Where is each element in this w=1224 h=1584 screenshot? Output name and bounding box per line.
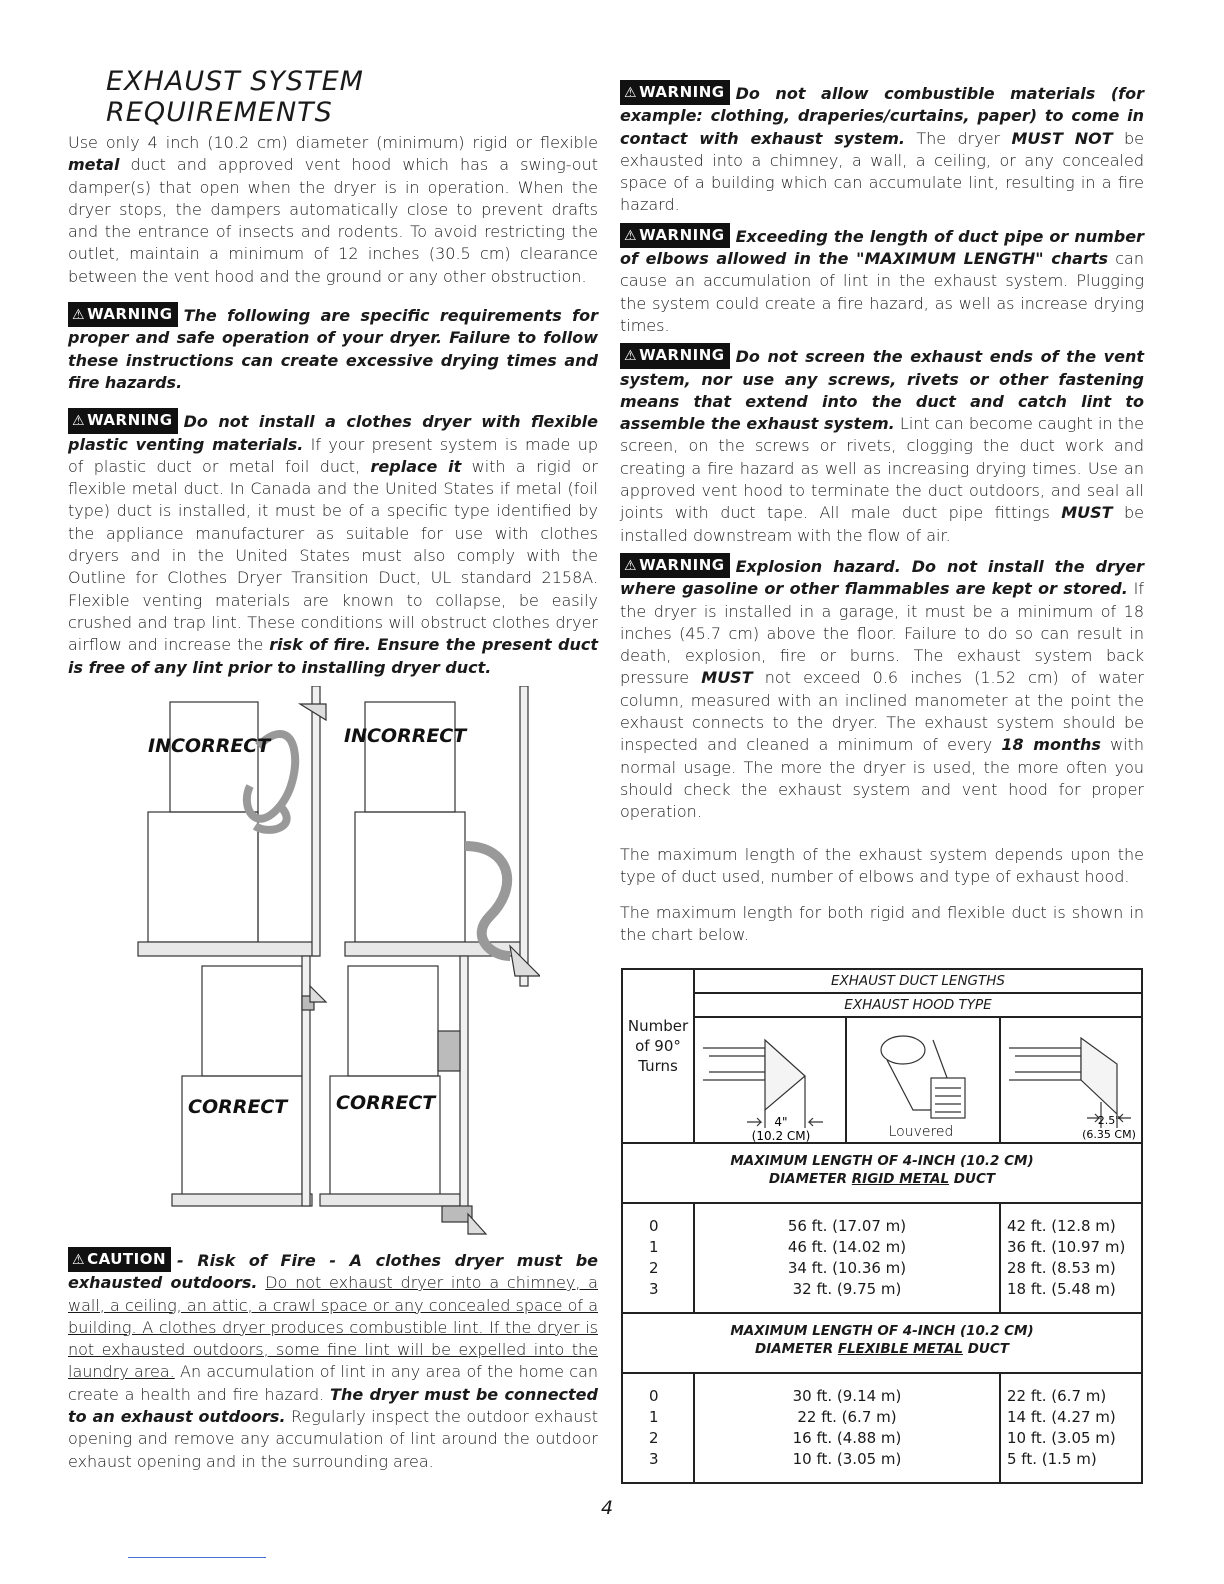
flexible-turns-column: 0 1 2 3	[622, 1373, 694, 1483]
hood-type-2	[846, 1017, 1000, 1143]
svg-text:(10.2 CM): (10.2 CM)	[751, 1129, 811, 1142]
caution-badge: ⚠ CAUTION	[68, 1247, 171, 1272]
warning-badge: ⚠ WARNING	[620, 343, 730, 368]
installation-diagrams	[130, 686, 540, 1236]
warning-triangle-icon: ⚠	[72, 413, 86, 430]
warning-paragraph-4: ⚠ WARNING Exceeding the length of duct pipe or number of elbows allowed in the "MAXIMUM LENGTH" charts can cause an accumulation of lint in the exhaust system. Plugging the system could create a fire hazard, as well as increase drying times.	[620, 223, 1144, 337]
max-length-paragraph: The maximum length of the exhaust system depends upon the type of duct used, number of elbows and type of exhaust hood.	[620, 844, 1144, 886]
warning-badge: ⚠ WARNING	[620, 553, 730, 578]
rigid-length-column-2: 42 ft. (12.8 m) 36 ft. (10.97 m) 28 ft. (8.53 m) 18 ft. (5.48 m)	[1000, 1203, 1142, 1313]
table-title: EXHAUST DUCT LENGTHS	[694, 969, 1142, 993]
intro-paragraph: Use only 4 inch (10.2 cm) diameter (minimum) rigid or flexible metal duct and approved vent hood which has a swing-out damper(s) that open when the dryer is in operation. When the dryer stops, the dampers automatically close to prevent drafts and the entrance of insects and rodents. To avoid restricting the outlet, maintain a minimum of 12 inches (30.5 cm) clearance between the vent hood and the ground or any other obstruction.	[68, 133, 599, 286]
warning-triangle-icon: ⚠	[624, 557, 638, 574]
caution-paragraph: ⚠ CAUTION - Risk of Fire - A clothes dryer must be exhausted outdoors. Do not exhaust dryer into a chimney, a wall, a ceiling, an attic, a crawl space or any concealed space of a building. A clothes dryer produces combustible lint. If the dryer is not exhausted outdoors, some fine lint will be expelled into the laundry area. An accumulation of lint in any area of the home can create a health and fire hazard. The dryer must be connected to an exhaust outdoors. Regularly inspect the outdoor exhaust opening and remove any accumulation of lint around the outdoor exhaust opening and in the surrounding area.	[68, 1247, 598, 1473]
warning-paragraph-6: ⚠ WARNING Explosion hazard. Do not install the dryer where gasoline or other flammables are kept or stored. If the dryer is installed in a garage, it must be a minimum of 18 inches (45.7 cm) above the floor. Failure to do so can result in death, explosion, fire or burns. The exhaust system back pressure MUST not exceed 0.6 inches (1.52 cm) of water column, measured with an inclined manometer at the point the exhaust connects to the dryer. The exhaust system should be inspected and cleaned a minimum of every 18 months with normal usage. The more the dryer is used, the more often you should check the exhaust system and vent hood for proper operation.	[620, 553, 1144, 824]
hood-narrow-icon	[1001, 1018, 1141, 1142]
warning-triangle-icon: ⚠	[624, 85, 638, 101]
warning-paragraph-1: ⚠ WARNING The following are specific requirements for proper and safe operation of your dryer. Failure to follow these instructions can create excessive drying times and fire hazards.	[68, 302, 598, 394]
exhaust-duct-lengths-table	[621, 968, 1143, 1484]
svg-text:2.5": 2.5"	[1097, 1114, 1121, 1127]
label-correct-1: CORRECT	[188, 1096, 288, 1118]
left-column	[68, 66, 598, 693]
svg-text:4": 4"	[774, 1115, 788, 1129]
warning-triangle-icon: ⚠	[72, 307, 86, 324]
caution-section	[68, 1247, 598, 1473]
warning-badge: ⚠ WARNING	[620, 223, 730, 248]
page-number: 4	[601, 1497, 614, 1519]
louvered-hood-icon	[847, 1018, 999, 1142]
rigid-turns-column: 0 1 2 3	[622, 1203, 694, 1313]
caution-triangle-icon: ⚠	[72, 1252, 86, 1268]
incorrect-diagram-1	[138, 686, 326, 956]
warning-paragraph-3: ⚠ WARNING Do not allow combustible materials (for example: clothing, draperies/curtains, paper) to come in contact with exhaust system. The dryer MUST NOT be exhausted into a chimney, a wall, a ceiling, or any concealed space of a building which can accumulate lint, resulting in a fire hazard.	[620, 80, 1144, 217]
hood-damper-icon	[695, 1018, 845, 1142]
hood-type-3	[1000, 1017, 1142, 1143]
right-column	[620, 80, 1144, 961]
label-incorrect-1: INCORRECT	[148, 735, 271, 757]
footer-link-line	[128, 1557, 266, 1558]
turns-header-cell: Number of 90° Turns	[622, 969, 694, 1143]
flexible-length-column-2: 22 ft. (6.7 m) 14 ft. (4.27 m) 10 ft. (3.05 m) 5 ft. (1.5 m)	[1000, 1373, 1142, 1483]
chart-intro-paragraph: The maximum length for both rigid and flexible duct is shown in the chart below.	[620, 903, 1144, 945]
page-title: EXHAUST SYSTEM REQUIREMENTS	[106, 66, 364, 128]
rigid-length-column-1: 56 ft. (17.07 m) 46 ft. (14.02 m) 34 ft. (10.36 m) 32 ft. (9.75 m)	[694, 1203, 1000, 1313]
label-correct-2: CORRECT	[336, 1092, 436, 1114]
warning-triangle-icon: ⚠	[624, 227, 638, 244]
flexible-duct-header: MAXIMUM LENGTH OF 4-INCH (10.2 CM) DIAMETER FLEXIBLE METAL DUCT	[622, 1313, 1142, 1373]
label-incorrect-2: INCORRECT	[344, 725, 467, 747]
warning-badge: ⚠ WARNING	[620, 80, 730, 105]
dryer-installation-figure	[130, 686, 540, 1236]
flexible-length-column-1: 30 ft. (9.14 m) 22 ft. (6.7 m) 16 ft. (4.88 m) 10 ft. (3.05 m)	[694, 1373, 1000, 1483]
table-subtitle: EXHAUST HOOD TYPE	[694, 993, 1142, 1017]
rigid-duct-header: MAXIMUM LENGTH OF 4-INCH (10.2 CM) DIAMETER RIGID METAL DUCT	[622, 1143, 1142, 1203]
warning-paragraph-5: ⚠ WARNING Do not screen the exhaust ends of the vent system, nor use any screws, rivets or other fastening means that extend into the duct and catch lint to assemble the exhaust system. Lint can become caught in the screen, on the screws or rivets, clogging the duct work and creating a fire hazard as well as increasing drying times. Use an approved vent hood to terminate the duct outdoors, and seal all joints with duct tape. All male duct pipe fittings MUST be installed downstream with the flow of air.	[620, 343, 1144, 547]
hood-type-1	[694, 1017, 846, 1143]
warning-triangle-icon: ⚠	[624, 348, 638, 365]
warning-badge: ⚠ WARNING	[68, 302, 178, 327]
warning-paragraph-2: ⚠ WARNING Do not install a clothes dryer with flexible plastic venting materials. If your present system is made up of plastic duct or metal foil duct, replace it with a rigid or flexible metal duct. In Canada and the United States if metal (foil type) duct is installed, it must be of a specific type identified by the appliance manufacturer as suitable for use with clothes dryers and in the United States must also comply with the Outline for Clothes Dryer Transition Duct, UL standard 2158A. Flexible venting materials are known to collapse, be easily crushed and trap lint. These conditions will obstruct clothes dryer airflow and increase the risk of fire. Ensure the present duct is free of any lint prior to installing dryer duct.	[68, 408, 598, 679]
correct-diagram-1	[172, 956, 326, 1206]
warning-badge: ⚠ WARNING	[68, 408, 178, 433]
svg-text:(6.35 CM): (6.35 CM)	[1082, 1128, 1136, 1141]
svg-text:Louvered: Louvered	[888, 1124, 954, 1140]
